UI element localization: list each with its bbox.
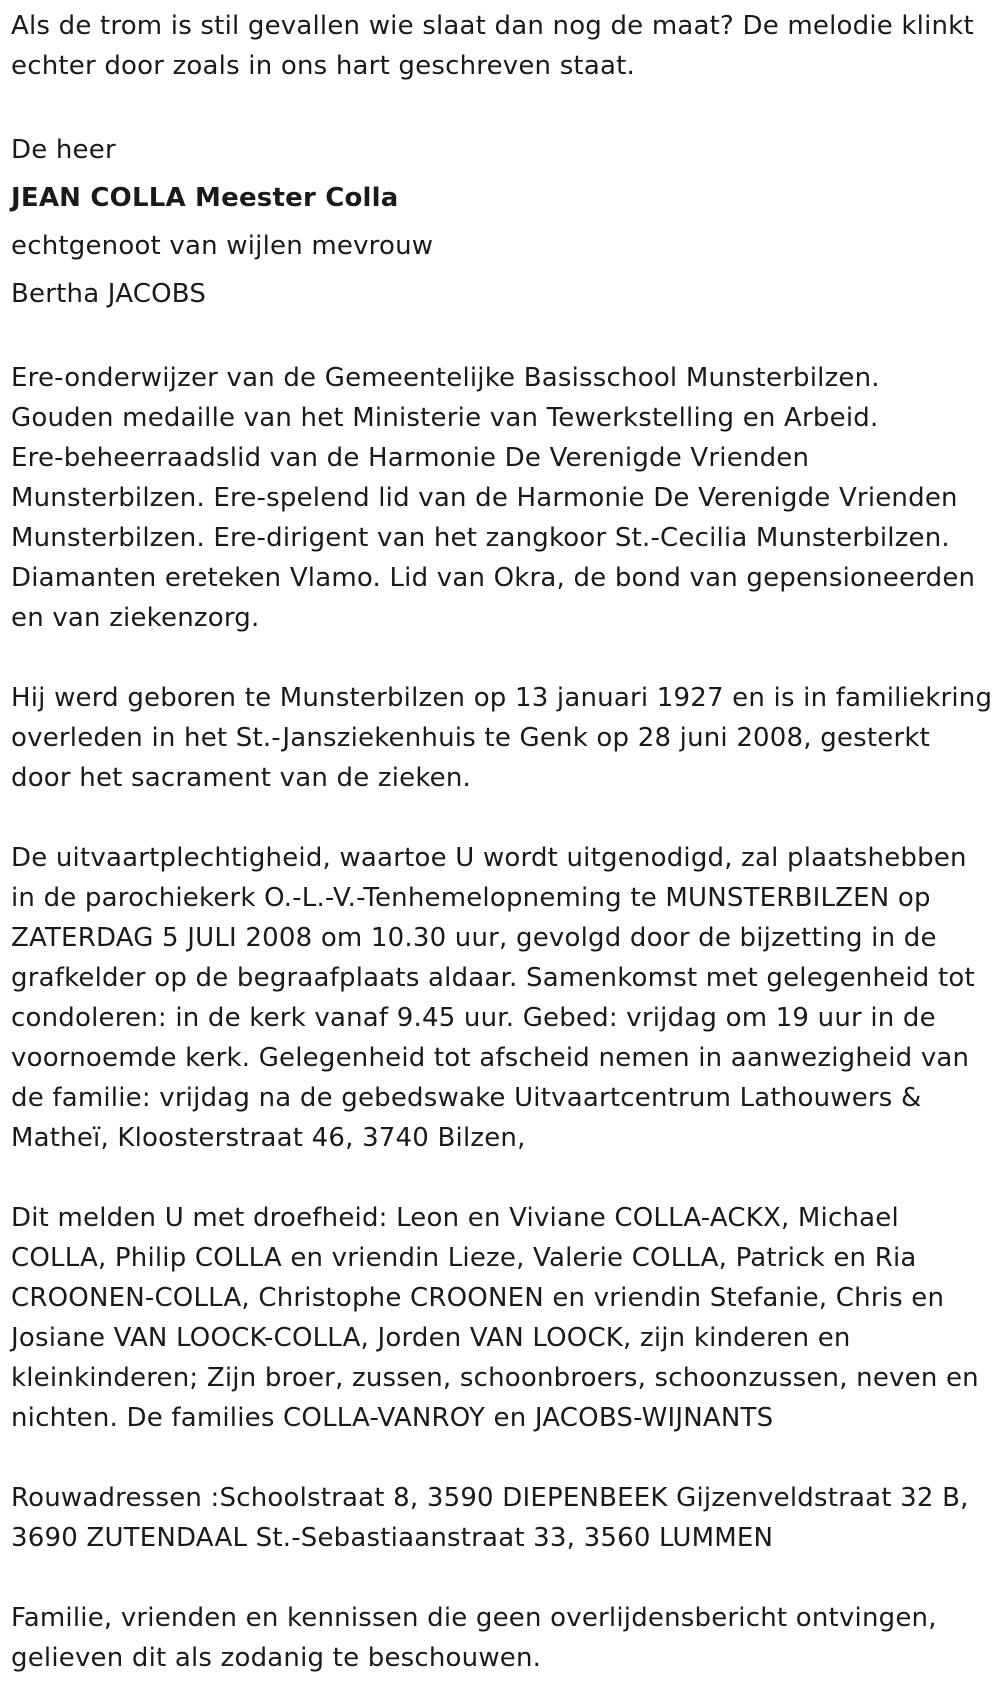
honors-line: Munsterbilzen. Ere-spelend lid van de Harmonie De Verenigde Vrienden xyxy=(11,483,958,513)
funeral-line: condoleren: in de kerk vanaf 9.45 uur. Gebed: vrijdag om 19 uur in de xyxy=(11,1003,936,1033)
address-line: Rouwadressen :Schoolstraat 8, 3590 DIEPENBEEK Gijzenveldstraat 32 B, xyxy=(11,1483,969,1513)
honors-line: en van ziekenzorg. xyxy=(11,603,260,633)
birth-death-line: Hij werd geboren te Munsterbilzen op 13 januari 1927 en is in familiekring xyxy=(11,683,993,713)
closing-line: Familie, vrienden en kennissen die geen overlijdensbericht ontvingen, xyxy=(11,1603,937,1633)
funeral-line: grafkelder op de begraafplaats aldaar. Samenkomst met gelegenheid tot xyxy=(11,963,975,993)
birth-death-line: overleden in het St.-Jansziekenhuis te Genk op 28 juni 2008, gesterkt xyxy=(11,723,930,753)
poem-section xyxy=(11,6,991,86)
birth-death-line: door het sacrament van de zieken. xyxy=(11,763,472,793)
poem-line: Als de trom is stil gevallen wie slaat dan nog de maat? De melodie klinkt xyxy=(11,11,974,41)
poem-line: echter door zoals in ons hart geschreven staat. xyxy=(11,51,635,81)
funeral-line: voornoemde kerk. Gelegenheid tot afscheid nemen in aanwezigheid van xyxy=(11,1043,970,1073)
funeral-line: Matheï, Kloosterstraat 46, 3740 Bilzen, xyxy=(11,1123,526,1153)
closing-line: gelieven dit als zodanig te beschouwen. xyxy=(11,1643,542,1673)
addresses-section xyxy=(11,1478,991,1558)
honors-line: Diamanten ereteken Vlamo. Lid van Okra, de bond van gepensioneerden xyxy=(11,563,976,593)
family-line: nichten. De families COLLA-VANROY en JACOBS-WIJNANTS xyxy=(11,1403,774,1433)
funeral-line: ZATERDAG 5 JULI 2008 om 10.30 uur, gevolgd door de bijzetting in de xyxy=(11,923,937,953)
salutation: De heer xyxy=(11,135,116,165)
birth-death-section xyxy=(11,678,991,798)
family-section xyxy=(11,1198,991,1438)
spouse-name: Bertha JACOBS xyxy=(11,279,207,309)
honors-line: Gouden medaille van het Ministerie van Tewerkstelling en Arbeid. xyxy=(11,403,879,433)
deceased-section xyxy=(11,126,991,318)
deceased-name: JEAN COLLA Meester Colla xyxy=(11,183,399,213)
funeral-line: De uitvaartplechtigheid, waartoe U wordt uitgenodigd, zal plaatshebben xyxy=(11,843,967,873)
family-line: Dit melden U met droefheid: Leon en Viviane COLLA-ACKX, Michael xyxy=(11,1203,899,1233)
family-line: Josiane VAN LOOCK-COLLA, Jorden VAN LOOCK, zijn kinderen en xyxy=(11,1323,851,1353)
obituary-document xyxy=(11,6,991,1678)
funeral-section xyxy=(11,838,991,1158)
family-line: CROONEN-COLLA, Christophe CROONEN en vriendin Stefanie, Chris en xyxy=(11,1283,945,1313)
honors-section xyxy=(11,358,991,638)
family-line: COLLA, Philip COLLA en vriendin Lieze, Valerie COLLA, Patrick en Ria xyxy=(11,1243,917,1273)
honors-line: Ere-onderwijzer van de Gemeentelijke Basisschool Munsterbilzen. xyxy=(11,363,880,393)
spouse-line: echtgenoot van wijlen mevrouw xyxy=(11,231,434,261)
funeral-line: in de parochiekerk O.-L.-V.-Tenhemelopneming te MUNSTERBILZEN op xyxy=(11,883,931,913)
honors-line: Ere-beheerraadslid van de Harmonie De Verenigde Vrienden xyxy=(11,443,810,473)
closing-section xyxy=(11,1598,991,1678)
funeral-line: de familie: vrijdag na de gebedswake Uitvaartcentrum Lathouwers & xyxy=(11,1083,922,1113)
address-line: 3690 ZUTENDAAL St.-Sebastiaanstraat 33, 3560 LUMMEN xyxy=(11,1523,774,1553)
family-line: kleinkinderen; Zijn broer, zussen, schoonbroers, schoonzussen, neven en xyxy=(11,1363,979,1393)
honors-line: Munsterbilzen. Ere-dirigent van het zangkoor St.-Cecilia Munsterbilzen. xyxy=(11,523,950,553)
